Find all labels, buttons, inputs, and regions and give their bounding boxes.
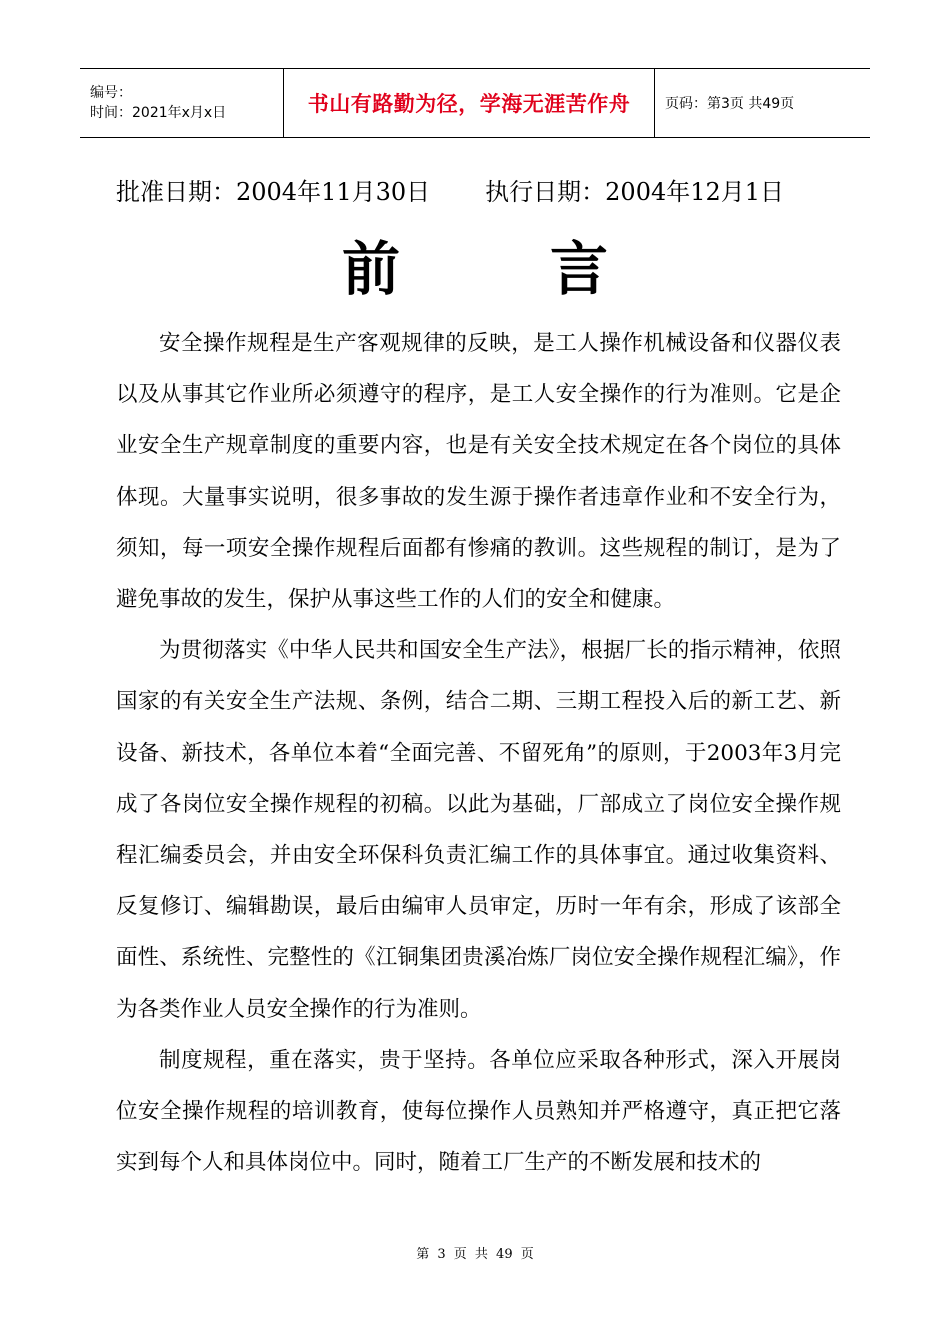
approval-date: 批准日期：2004年11月30日 — [116, 178, 431, 206]
header-page-cell — [655, 69, 870, 137]
document-body — [116, 318, 841, 1188]
page-title: 前言 — [341, 235, 758, 303]
paragraph: 为贯彻落实《中华人民共和国安全生产法》，根据厂长的指示精神，依照国家的有关安全生产法规、条例，结合二期、三期工程投入后的新工艺、新设备、新技术，各单位本着“全面完善、不留死角”的原则，于2003年3月完成了各岗位安全操作规程的初稿。以此为基础，厂部成立了岗位安全操作规程汇编委员会，并由安全环保科负责汇编工作的具体事宜。通过收集资料、反复修订、编辑勘误，最后由编审人员审定，历时一年有余，形成了该部全面性、系统性、完整性的《江铜集团贵溪冶炼厂岗位安全操作规程汇编》，作为各类作业人员安全操作的行为准则。 — [116, 638, 841, 1022]
page-footer: 第 3 页 共 49 页 — [416, 1247, 534, 1262]
header-motto-cell — [283, 69, 655, 137]
motto: 书山有路勤为径，学海无涯苦作舟 — [307, 92, 631, 116]
paragraph: 安全操作规程是生产客观规律的反映，是工人操作机械设备和仪器仪表以及从事其它作业所必须遵守的程序，是工人安全操作的行为准则。它是企业安全生产规章制度的重要内容，也是有关安全技术规定在各个岗位的具体体现。大量事实说明，很多事故的发生源于操作者违章作业和不安全行为，须知，每一项安全操作规程后面都有惨痛的教训。这些规程的制订，是为了避免事故的发生，保护从事这些工作的人们的安全和健康。 — [116, 331, 841, 613]
page-code: 页码：第3页 共49页 — [665, 96, 795, 112]
time-label: 时间：2021年x月x日 — [90, 105, 227, 121]
execution-date: 执行日期：2004年12月1日 — [485, 178, 785, 206]
page-header — [80, 68, 870, 138]
paragraph: 制度规程，重在落实，贵于坚持。各单位应采取各种形式，深入开展岗位安全操作规程的培训教育，使每位操作人员熟知并严格遵守，真正把它落实到每个人和具体岗位中。同时，随着工厂生产的不断发展和技术的 — [116, 1047, 841, 1176]
date-line — [116, 172, 876, 207]
header-left-cell — [80, 69, 283, 137]
number-label: 编号： — [90, 85, 132, 101]
